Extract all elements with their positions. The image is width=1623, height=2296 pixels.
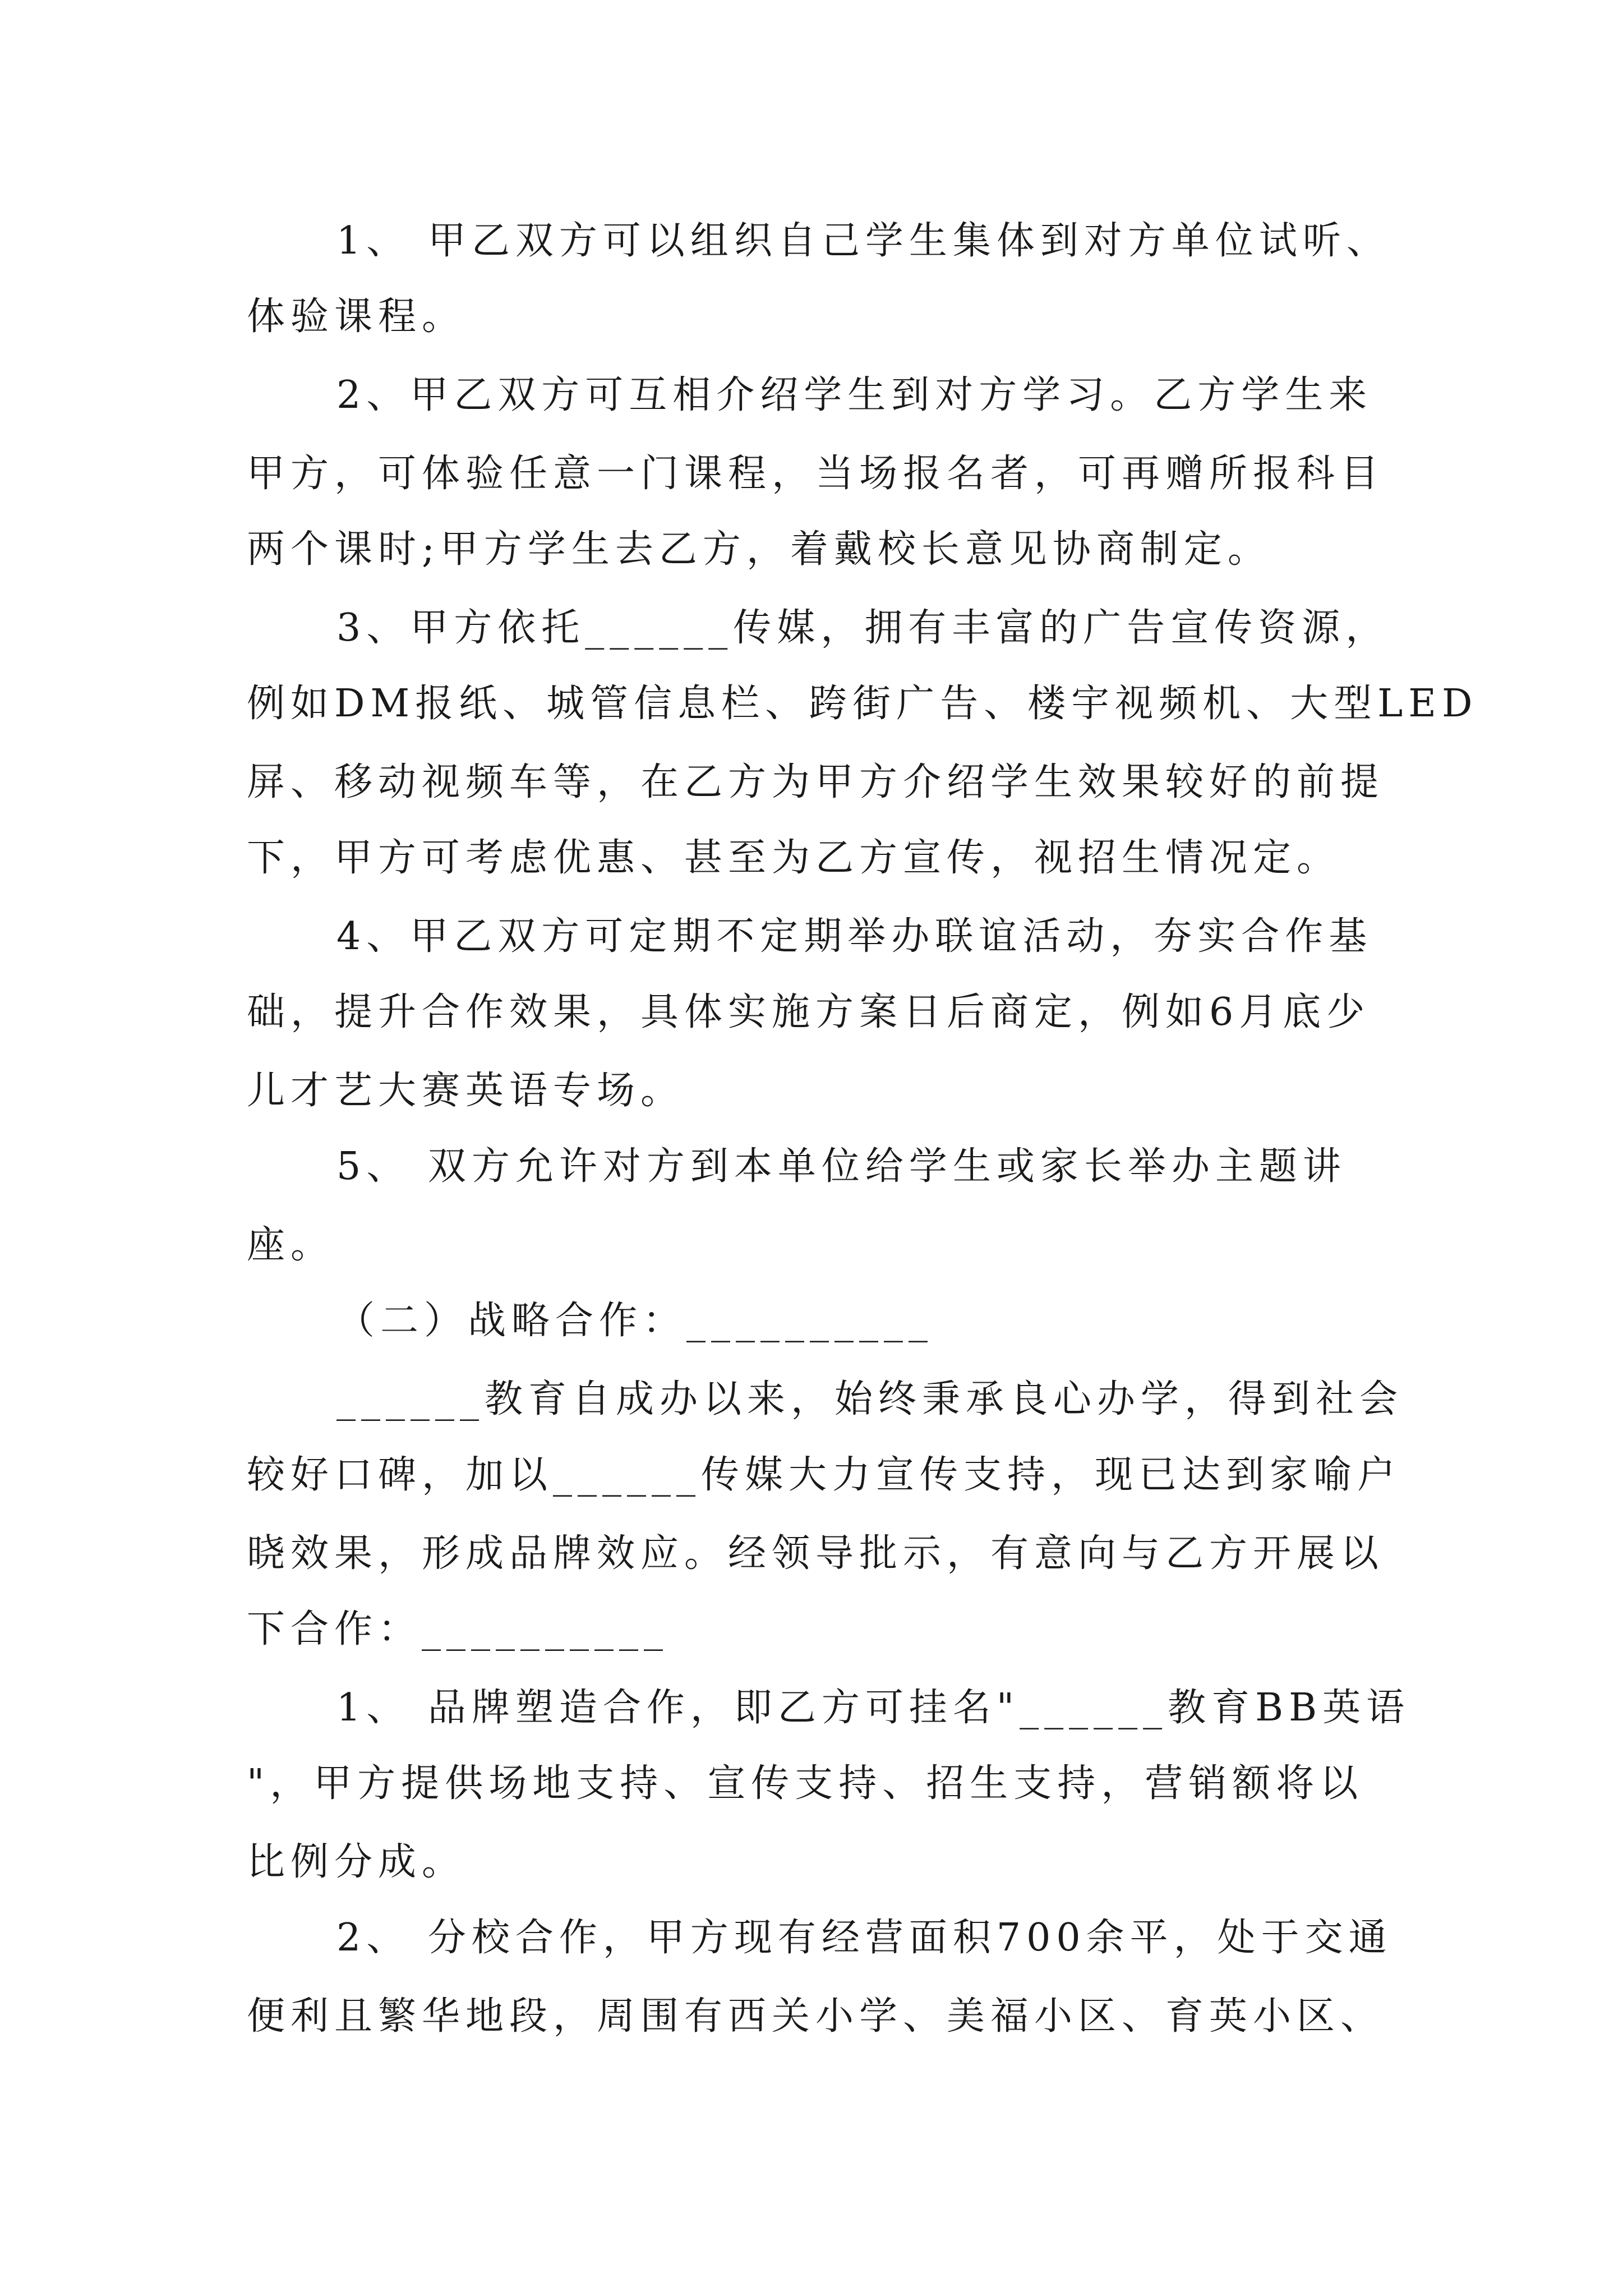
text-line: 5、 双方允许对方到本单位给学生或家长举办主题讲: [336, 1144, 1347, 1189]
text-line: ______教育自成办以来，始终秉承良心办学，得到社会: [336, 1377, 1404, 1421]
text-line: "，甲方提供场地支持、宣传支持、招生支持，营销额将以: [247, 1761, 1364, 1806]
text-line: 2、甲乙双方可互相介绍学生到对方学习。乙方学生来: [336, 373, 1373, 417]
text-line: 1、 甲乙双方可以组织自己学生集体到对方单位试听、: [336, 219, 1390, 263]
text-line: 便利且繁华地段，周围有西关小学、美福小区、育英小区、: [247, 1994, 1385, 2039]
section-heading: （二）战略合作：__________: [336, 1299, 934, 1343]
text-line: 4、甲乙双方可定期不定期举办联谊活动，夯实合作基: [336, 914, 1373, 959]
text-line: 晓效果，形成品牌效应。经领导批示，有意向与乙方开展以: [247, 1531, 1385, 1576]
text-line: 1、 品牌塑造合作，即乙方可挂名"______教育BB英语: [336, 1686, 1410, 1730]
text-line: 下，甲方可考虑优惠、甚至为乙方宣传，视招生情况定。: [247, 836, 1341, 880]
text-line: 体验课程。: [247, 295, 466, 339]
text-line: 座。: [247, 1223, 335, 1267]
text-line: 下合作：__________: [247, 1607, 669, 1651]
text-line: 3、甲方依托______传媒，拥有丰富的广告宣传资源，: [336, 606, 1390, 650]
text-line: 例如DM报纸、城管信息栏、跨街广告、楼宇视频机、大型LED: [247, 682, 1478, 726]
text-line: 比例分成。: [247, 1840, 466, 1884]
text-line: 儿才艺大赛英语专场。: [247, 1069, 685, 1113]
text-line: 较好口碑，加以______传媒大力宣传支持，现已达到家喻户: [247, 1453, 1401, 1497]
text-line: 2、 分校合作，甲方现有经营面积700余平，处于交通: [336, 1916, 1393, 1960]
text-line: 两个课时;甲方学生去乙方，着戴校长意见协商制定。: [247, 527, 1271, 572]
text-line: 甲方，可体验任意一门课程，当场报名者，可再赠所报科目: [247, 452, 1385, 496]
text-line: 屏、移动视频车等，在乙方为甲方介绍学生效果较好的前提: [247, 760, 1385, 804]
text-line: 础，提升合作效果，具体实施方案日后商定，例如6月底少: [247, 990, 1371, 1034]
